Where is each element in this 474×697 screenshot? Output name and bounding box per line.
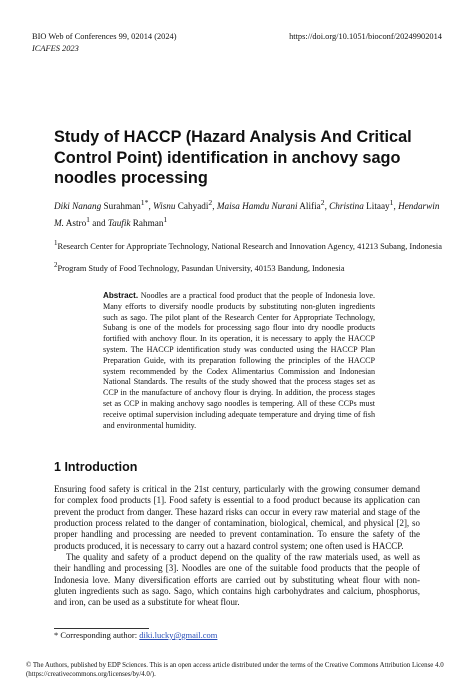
abstract [103,291,375,431]
journal-citation: BIO Web of Conferences 99, 02014 (2024) [32,32,177,41]
license-notice: © The Authors, published by EDP Sciences. This is an open access article distributed under the terms of the Creative Commons Attribution License 4.0 (https://creativecommons.org/licenses/by/4.0/). [26,662,444,678]
body-text [54,484,420,609]
affiliation: $^2$Program Study of Food Technology, Pasundan University, 40153 Bandung, Indonesia [54,261,345,273]
paragraph: Ensuring food safety is critical in the 21st century, particularly with the growing consumer demand for complex food products [1]. Food safety is essential to a food product because its application can prevent the product from danger. These hazard risks can occur in every raw material and stage of the production process related to the danger of contamination, biological, chemical, and physical [2], so proper handling and processing are needed to prevent contamination. To ensure the safety of the products produced, it is necessary to carry out a hazard control system; one often used is HACCP. [54,484,420,551]
section-heading: 1 Introduction [54,460,138,474]
author: Wisnu Cahyadi$^2$ [153,198,213,212]
author: Hendarwin M. Astro$^1$ [54,201,440,229]
affiliation: $^1$Research Center for Appropriate Technology, National Research and Innovation Agency, 41213 Subang, Indonesia [54,239,442,251]
author: Taufik Rahman$^1$ [107,215,168,229]
paper-title: Study of HACCP (Hazard Analysis And Critical Control Point) identification in anchovy sago noodles processing [54,128,412,187]
paragraph: The quality and safety of a product depend on the quality of the raw materials used, as well as their handling and processing [3]. Noodles are one of the suitable food products that the people of Indonesia love. Many diversification efforts are carried out by substituting wheat flour with non-gluten ingredients such as sago. Sago, which contains high carbohydrates and calcium, phosphorus, and iron, can be used as a substitute for wheat flour. [54,552,420,608]
author: Maisa Hamdu Nurani Alifia$^2$ [216,198,325,212]
abstract-label: Abstract. [103,291,139,300]
author-list: Diki Nanang Surahman$^{1*}$, Wisnu Cahyadi$^2$, Maisa Hamdu Nurani Alifia$^2$, Christina Litaay$^1$, Hendarwin M. Astro$^1$ and Taufik Rahman$^1$ [54,198,440,229]
author-email-link[interactable]: diki.lucky@gmail.com [139,630,218,640]
author: Diki Nanang Surahman$^{1*}$ [54,198,149,212]
author: Christina Litaay$^1$ [329,198,394,212]
corresponding-author-footnote: * Corresponding author: diki.lucky@gmail.com [54,630,218,640]
conference-name: ICAFES 2023 [32,44,79,53]
abstract-text: Noodles are a practical food product that the people of Indonesia love. Many efforts to diversify noodle products by substituting non-gluten ingredients such as sago. The pilot plant of the Research Center for Appropriate Technology, Subang is one of the models for processing sago flour into dry noodle products fortified with anchovy flour. In its operation, it is necessary to apply the HACCP system. The HACCP identification study was conducted using the HACCP Plan Preparation Guide, with its preparation following the principles of the HACCP system recommended by the Codex Alimentarius Commission and Indonesian National Standards. The results of the study showed that the process stages set as CCP in the manufacture of anchovy flour is drying. In addition, the process stages set as CCP in making anchovy sago noodles is tempering. All of these CCPs must receive optimal supervision including adequate temperature and drying time of fish and environmental humidity. [103,291,375,430]
running-header [32,31,442,42]
doi-link[interactable]: https://doi.org/10.1051/bioconf/20249902014 [289,32,442,41]
footnote-divider [54,628,149,629]
